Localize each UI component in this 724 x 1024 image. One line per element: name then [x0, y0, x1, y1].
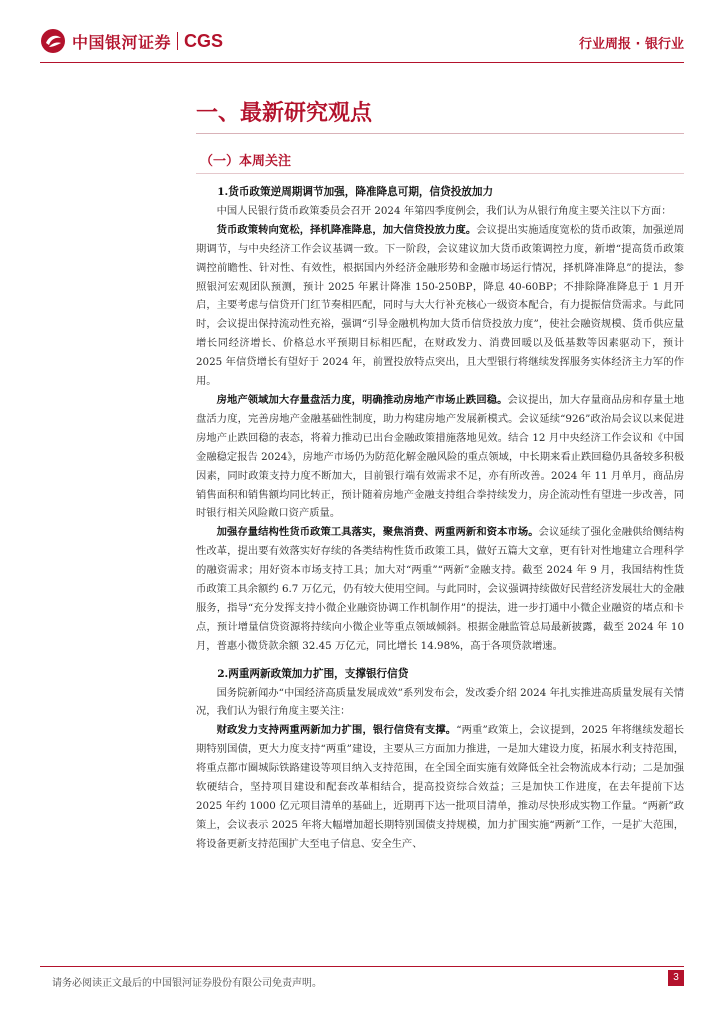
report-type-label: 行业周报 · 银行业 — [579, 37, 684, 52]
paragraph-body: “两重”政策上，会议提到，2025 年将继续发超长期特别国债，更大力度支持“两重”建设，主要从三方面加力推进，一是加大建设力度，拓展水利支持范围，将重点都市圈城际铁路建设等项目纳入支持范围，在全国全面实施有效降低全社会物流成本行动；二是加强软硬结合，坚持项目建设和配套改革相结合，提高投资综合效益；三是加快工作进度，在去年提前下达 2025 年约 1000 亿元项目清单的基础上，近期再下达一批项目清单，推动尽快形成实物工作量。“两新”政策上，会议表示 2025 年将大幅增加超长期特别国债支持规模，加力扩围实施“两新”工作，一是扩大范围，将设备更新支持范围扩大至电子信息、安全生产、 — [196, 724, 684, 850]
heading-2: 2.两重两新政策加力扩围，支撑银行信贷 — [217, 667, 409, 680]
header-divider — [40, 62, 684, 63]
heading-1: 1.货币政策逆周期调节加强，降准降息可期，信贷投放加力 — [217, 186, 494, 198]
paragraph-structural-tools — [196, 523, 684, 655]
section-title: 一、最新研究观点 — [196, 100, 373, 126]
paragraph-lead: 财政发力支持两重两新加力扩围，银行信贷有支撑。 — [216, 724, 457, 737]
section-divider — [196, 133, 684, 134]
paragraph-intro-1: 中国人民银行货币政策委员会召开 2024 年第四季度例会，我们认为从银行角度主要关注以下方面： — [216, 204, 672, 217]
paragraph-body: 会议提出实施适度宽松的货币政策，加强逆周期调节，与中央经济工作会议基调一致。下一阶段，会议建议加大货币政策调控力度，新增“提高货币政策调控前瞻性、针对性、有效性，根据国内外经济金融形势和金融市场运行情况，择机降准降息”的提法，参照银河宏观团队预测，预计 2025 年累计降准 150-250BP，降息 40-60BP；不排除降准降息于 1 月开启，主要考虑与信贷开门红节奏相匹配，同时与大大行补充核心一级资本配合，有力提振信贷需求。与此同时，会议提出保持流动性充裕，强调“引导金融机构加大货币信贷投放力度”，使社会融资规模、货币供应量增长同经济增长、价格总水平预期目标相匹配，在财政发力、消费回暖以及低基数等因素驱动下，预计 2025 年信贷增长有望好于 2024 年，前置投放特点突出，且大型银行将继续发挥服务实体经济主力军的作用。 — [196, 223, 685, 388]
paragraph-body: 会议延续了强化金融供给侧结构性改革，提出要有效落实好存续的各类结构性货币政策工具，做好五篇大文章，更有针对性地建立合理科学的融资需求；用好资本市场支持工具；加大对“两重”“两新”金融支持。截至 2024 年 9 月，我国结构性货币政策工具余额约 6.7 万亿元，仍有较大使用空间。与此同时，会议强调持续做好民营经济发展壮大的金融服务，指导“充分发挥支持小微企业融资协调工作机制作用”的提法，进一步打通中小微企业融资的堵点和卡点，预计增量信贷资源将持续向小微企业等重点领域倾斜。根据金融监管总局最新披露，截至 2024 年 10 月，普惠小微贷款余额 32.45 万亿元，同比增长 14.98%，高于各项贷款增速。 — [196, 526, 685, 652]
paragraph-lead: 加强存量结构性货币政策工具落实，聚焦消费、两重两新和资本市场。 — [216, 526, 539, 539]
logo-chinese-name: 中国银河证券 — [72, 32, 172, 52]
paragraph-monetary-policy — [196, 221, 684, 391]
logo-divider — [177, 32, 178, 50]
paragraph-body: 会议提出，加大存量商品房和存量土地盘活力度，完善房地产金融基础性制度，助力构建房地产发展新模式。会议延续“926”政治局会议以来促进房地产止跌回稳的表态，将着力推动已出台金融政策措施落地见效。结合 12 月中央经济工作会议和《中国金融稳定报告 2024》，房地产市场仍为防范化解金融风险的重点领域，中长期来看止跌回稳仍具备较多积极因素，同时政策支持力度不断加大，目前银行端有效需求不足，亦有所改善。2024 年 11 月单月，商品房销售面积和销售额均同比转正，预计随着房地产金融支持组合拳持续发力，房企流动性有望进一步改善，同时银行相关风险敞口资产质量。 — [196, 393, 685, 520]
footer-disclaimer: 请务必阅读正文最后的中国银河证券股份有限公司免责声明。 — [52, 978, 322, 989]
paragraph-real-estate — [196, 391, 684, 523]
company-logo — [40, 28, 223, 54]
report-body — [196, 183, 684, 854]
footer-divider — [40, 966, 684, 967]
cgs-logo-icon — [40, 28, 66, 54]
paragraph-lead: 房地产领域加大存量盘活力度，明确推动房地产市场止跌回稳。 — [216, 393, 508, 406]
subsection-divider — [196, 173, 684, 174]
paragraph-intro-2: 国务院新闻办“中国经济高质量发展成效”系列发布会，发改委介绍 2024 年扎实推进高质量发展有关情况，我们认为银行角度主要关注： — [196, 686, 684, 718]
page-header — [0, 0, 724, 80]
paragraph-fiscal-support — [196, 721, 684, 853]
page-number: 3 — [668, 970, 684, 986]
paragraph-lead: 货币政策转向宽松，择机降准降息，加大信贷投放力度。 — [216, 223, 477, 236]
subsection-title: （一）本周关注 — [200, 154, 292, 169]
logo-english-name: CGS — [184, 30, 224, 51]
